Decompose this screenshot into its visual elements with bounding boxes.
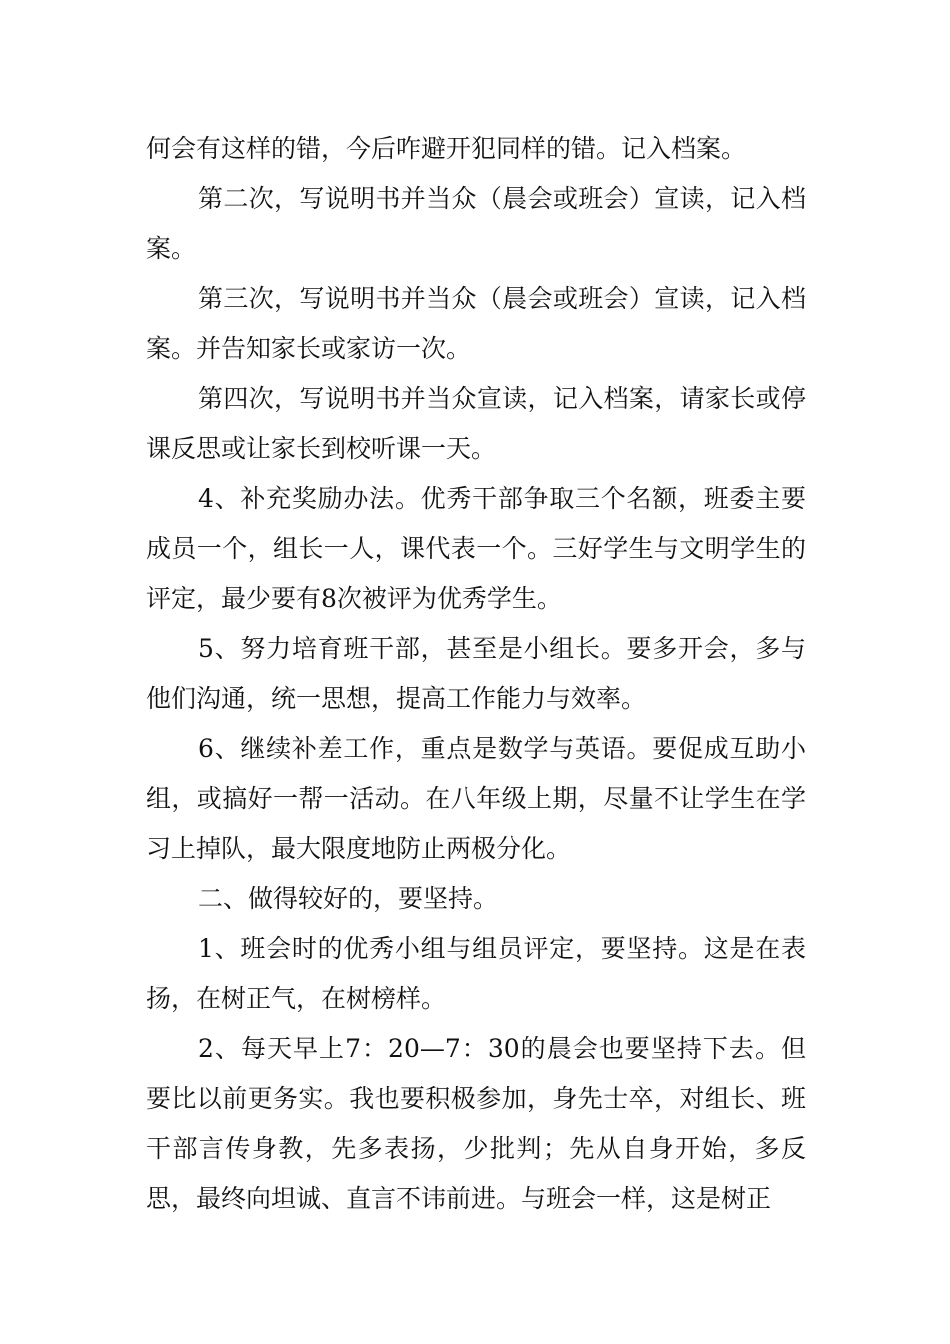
paragraph-9: 1、班会时的优秀小组与组员评定，要坚持。这是在表扬，在树正气，在树榜样。 [146, 934, 806, 1013]
document-body [146, 124, 806, 1224]
paragraph-8: 二、做得较好的，要坚持。 [198, 884, 499, 913]
paragraph-10: 2、每天早上7：20—7：30的晨会也要坚持下去。但要比以前更务实。我也要积极参加，身先士卒，对组长、班干部言传身教，先多表扬，少批判；先从自身开始，多反思，最终向坦诚、直言不讳前进。与班会一样，这是树正 [146, 1034, 806, 1213]
paragraph-2: 第二次，写说明书并当众（晨会或班会）宣读，记入档案。 [146, 184, 806, 263]
paragraph-4: 第四次，写说明书并当众宣读，记入档案，请家长或停课反思或让家长到校听课一天。 [146, 384, 806, 463]
paragraph-7: 6、继续补差工作，重点是数学与英语。要促成互助小组，或搞好一帮一活动。在八年级上期，尽量不让学生在学习上掉队，最大限度地防止两极分化。 [146, 734, 806, 863]
paragraph-5: 4、补充奖励办法。优秀干部争取三个名额，班委主要成员一个，组长一人，课代表一个。三好学生与文明学生的评定，最少要有8次被评为优秀学生。 [146, 484, 806, 613]
paragraph-1: 何会有这样的错，今后咋避开犯同样的错。记入档案。 [146, 134, 747, 163]
paragraph-3: 第三次，写说明书并当众（晨会或班会）宣读，记入档案。并告知家长或家访一次。 [146, 284, 806, 363]
paragraph-6: 5、努力培育班干部，甚至是小组长。要多开会，多与他们沟通，统一思想，提高工作能力与效率。 [146, 634, 806, 713]
